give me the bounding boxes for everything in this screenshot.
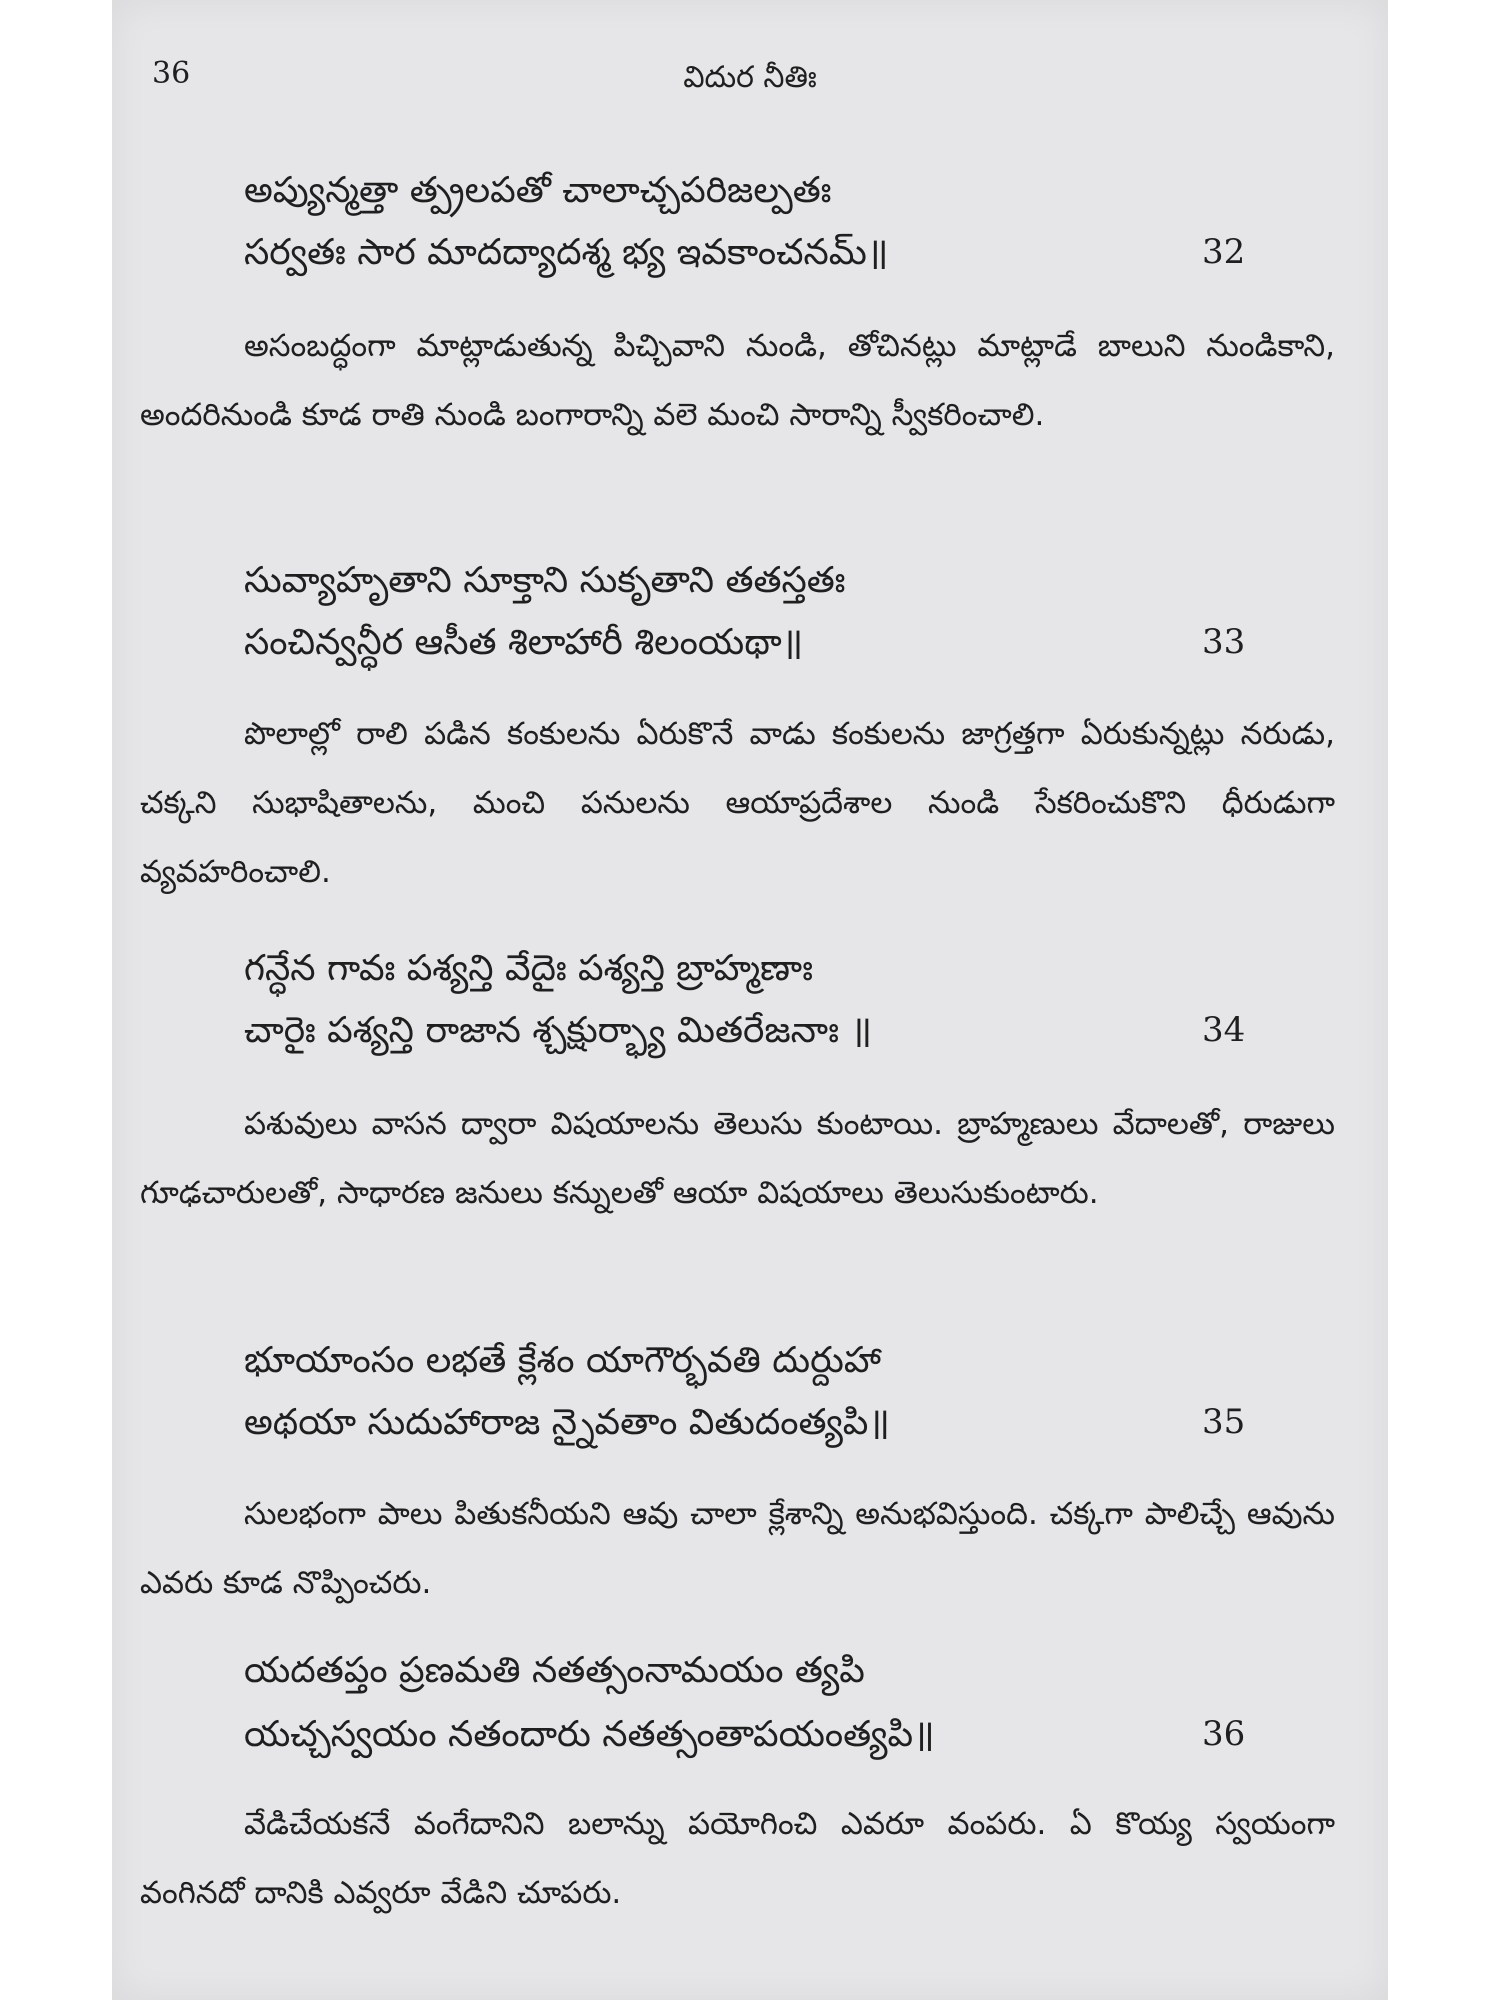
verse-number-35: 35: [1202, 1402, 1246, 1442]
meaning-33: పొలాల్లో రాలి పడిన కంకులను ఏరుకొనే వాడు కంకులను జాగ్రత్తగా ఏరుకున్నట్లు నరుడు, చక్కని సుభాషితాలను, మంచి పనులను ఆయాప్రదేశాల నుండి సేకరించుకొని ధీరుడుగా వ్యవహరించాలి.: [140, 716, 1335, 890]
verse-35-line-2: అథయా సుదుహారాజ న్నైవతాం వితుదంత్యపి॥: [244, 1402, 890, 1443]
page-number: 36: [152, 56, 191, 91]
verse-33-line-2: సంచిన్వన్ధీర ఆసీత శిలాహారీ శిలంయథా॥: [244, 622, 804, 663]
verse-35-line-1: భూయాంసం లభతే క్లేశం యాగౌర్భవతి దుర్దుహా: [244, 1340, 882, 1381]
verse-34-line-1: గన్ధేన గావః పశ్యన్తి వేదైః పశ్యన్తి బ్రాహ్మణాః: [244, 948, 814, 989]
verse-36-line-2: యచ్చస్వయం నతందారు నతత్సంతాపయంత్యపి॥: [244, 1714, 935, 1755]
verse-34-line-2: చారైః పశ్యన్తి రాజాన శ్చక్షుర్భ్యా మితరేజనాః ॥: [244, 1010, 873, 1051]
verse-32-line-1: అప్యున్మత్తా త్ప్రలపతో చాలాచ్చపరిజల్పతః: [244, 170, 832, 211]
meaning-36: వేడిచేయకనే వంగేదానిని బలాన్ను పయోగించి ఎవరూ వంపరు. ఏ కొయ్య స్వయంగా వంగినదో దానికి ఎవ్వరూ వేడిని చూపరు.: [140, 1806, 1335, 1911]
verse-number-33: 33: [1202, 622, 1246, 662]
verse-33-line-1: సువ్యాహృతాని సూక్తాని సుకృతాని తతస్తతః: [244, 560, 846, 601]
meaning-34: పశువులు వాసన ద్వారా విషయాలను తెలుసు కుంటాయి. బ్రాహ్మణులు వేదాలతో, రాజులు గూఢచారులతో, సాధారణ జనులు కన్నులతో ఆయా విషయాలు తెలుసుకుంటారు.: [140, 1106, 1335, 1211]
running-title: విదుర నీతిః: [683, 60, 817, 95]
meaning-35: సులభంగా పాలు పితుకనీయని ఆవు చాలా క్లేశాన్ని అనుభవిస్తుంది. చక్కగా పాలిచ్చే ఆవును ఎవరు కూడ నొప్పించరు.: [140, 1496, 1335, 1601]
verse-number-34: 34: [1202, 1010, 1246, 1050]
verse-36-line-1: యదతప్తం ప్రణమతి నతత్సంనామయం త్యపి: [244, 1650, 865, 1691]
verse-number-36: 36: [1202, 1714, 1246, 1754]
verse-32-line-2: సర్వతః సార మాదద్యాదశ్మ భ్య ఇవకాంచనమ్॥: [244, 232, 889, 273]
verse-number-32: 32: [1202, 232, 1246, 272]
meaning-32: అసంబద్ధంగా మాట్లాడుతున్న పిచ్చివాని నుండి, తోచినట్లు మాట్లాడే బాలుని నుండికాని, అందరినుండి కూడ రాతి నుండి బంగారాన్ని వలె మంచి సారాన్ని స్వీకరించాలి.: [140, 328, 1335, 433]
book-page: [112, 0, 1388, 2000]
